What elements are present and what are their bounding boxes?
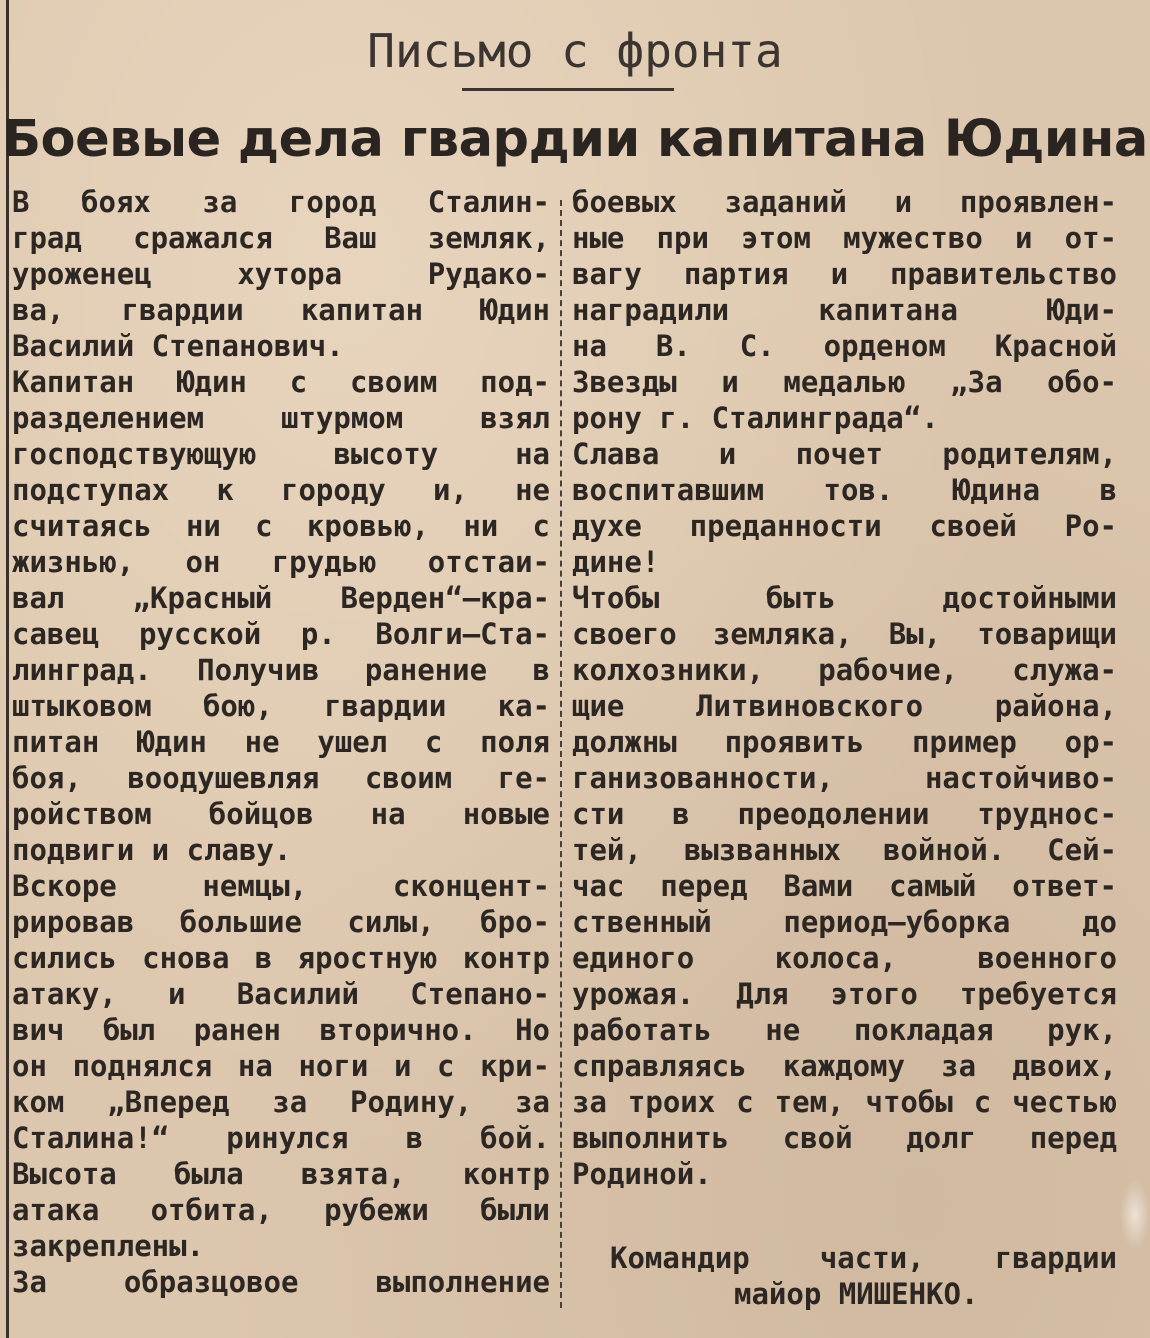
text-line: Капитан Юдин с своим под- <box>12 365 550 399</box>
text-line: разделением штурмом взял <box>12 401 550 435</box>
text-line: духе преданности своей Ро- <box>572 509 1117 543</box>
text-line: дине! <box>572 545 660 579</box>
text-line: Родиной. <box>572 1157 712 1191</box>
text-line: атаку, и Василий Степано- <box>12 977 550 1011</box>
text-line: подступах к городу и, не <box>12 473 550 507</box>
text-line: сились снова в яростную контр <box>12 941 550 975</box>
text-line: воспитавшим тов. Юдина в <box>572 473 1117 507</box>
text-line: вал „Красный Верден“—кра- <box>12 581 550 615</box>
text-line: Звезды и медалью „За обо- <box>572 365 1117 399</box>
text-line: работать не покладая рук, <box>572 1013 1117 1047</box>
text-line: подвиги и славу. <box>12 833 292 867</box>
text-line: штыковом бою, гвардии ка- <box>12 689 550 723</box>
signature-name: майор МИШЕНКО. <box>734 1277 979 1311</box>
text-line: наградили капитана Юди- <box>572 293 1117 327</box>
text-line: вагу партия и правительство <box>572 257 1117 291</box>
article-column-left <box>12 184 550 1300</box>
article-signature <box>572 1240 1117 1312</box>
text-line: уроженец хутора Рудако- <box>12 257 550 291</box>
text-line: савец русской р. Волги—Ста- <box>12 617 550 651</box>
text-line: ные при этом мужество и от- <box>572 221 1117 255</box>
text-line: рировав большие силы, бро- <box>12 905 550 939</box>
text-line: линград. Получив ранение в <box>12 653 550 687</box>
text-line: должны проявить пример ор- <box>572 725 1117 759</box>
rubric-heading: Письмо с фронта <box>367 24 783 78</box>
text-line: атака отбита, рубежи были <box>12 1193 550 1227</box>
text-line: считаясь ни с кровью, ни с <box>12 509 550 543</box>
text-line: боя, воодушевляя своим ге- <box>12 761 550 795</box>
text-line: В боях за город Сталин- <box>12 185 550 219</box>
article-column-right <box>572 184 1117 1192</box>
text-line: выполнить свой долг перед <box>572 1121 1117 1155</box>
text-line: колхозники, рабочие, служа- <box>572 653 1117 687</box>
text-line: За образцовое выполнение <box>12 1265 550 1299</box>
text-line: господствующую высоту на <box>12 437 550 471</box>
text-line: ва, гвардии капитан Юдин <box>12 293 550 327</box>
text-line: сти в преодолении труднос- <box>572 797 1117 831</box>
text-line: жизнью, он грудью отстаи- <box>12 545 550 579</box>
text-line: рону г. Сталинграда“. <box>572 401 939 435</box>
text-line: питан Юдин не ушел с поля <box>12 725 550 759</box>
text-line: ганизованности, настойчиво- <box>572 761 1117 795</box>
text-line: ком „Вперед за Родину, за <box>12 1085 550 1119</box>
text-line: за троих с тем, чтобы с честью <box>572 1085 1117 1119</box>
text-line: час перед Вами самый ответ- <box>572 869 1117 903</box>
signature-rank: Командир части, гвардии <box>610 1241 1117 1275</box>
text-line: урожая. Для этого требуется <box>572 977 1117 1011</box>
text-line: ройством бойцов на новые <box>12 797 550 831</box>
text-line: Василий Степанович. <box>12 329 344 363</box>
rubric-underline <box>462 88 674 91</box>
text-line: он поднялся на ноги и с кри- <box>12 1049 550 1083</box>
text-line: щие Литвиновского района, <box>572 689 1117 723</box>
text-line: закреплены. <box>12 1229 205 1263</box>
text-line: боевых заданий и проявлен- <box>572 185 1117 219</box>
text-line: ственный период—уборка до <box>572 905 1117 939</box>
text-line: град сражался Ваш земляк, <box>12 221 550 255</box>
text-line: Высота была взята, контр <box>12 1157 550 1191</box>
paper-stain <box>1120 1180 1150 1250</box>
text-line: справляясь каждому за двоих, <box>572 1049 1117 1083</box>
article-headline: Боевые дела гвардии капитана Юдина <box>2 110 1148 169</box>
text-line: единого колоса, военного <box>572 941 1117 975</box>
text-line: Слава и почет родителям, <box>572 437 1117 471</box>
text-line: Чтобы быть достойными <box>572 581 1117 615</box>
text-line: Вскоре немцы, сконцент- <box>12 869 550 903</box>
text-line: тей, вызванных войной. Сей- <box>572 833 1117 867</box>
page-left-border <box>6 0 9 1338</box>
text-line: вич был ранен вторично. Но <box>12 1013 550 1047</box>
text-line: Сталина!“ ринулся в бой. <box>12 1121 550 1155</box>
text-line: на В. С. орденом Красной <box>572 329 1117 363</box>
column-divider <box>560 200 562 1308</box>
text-line: своего земляка, Вы, товарищи <box>572 617 1117 651</box>
